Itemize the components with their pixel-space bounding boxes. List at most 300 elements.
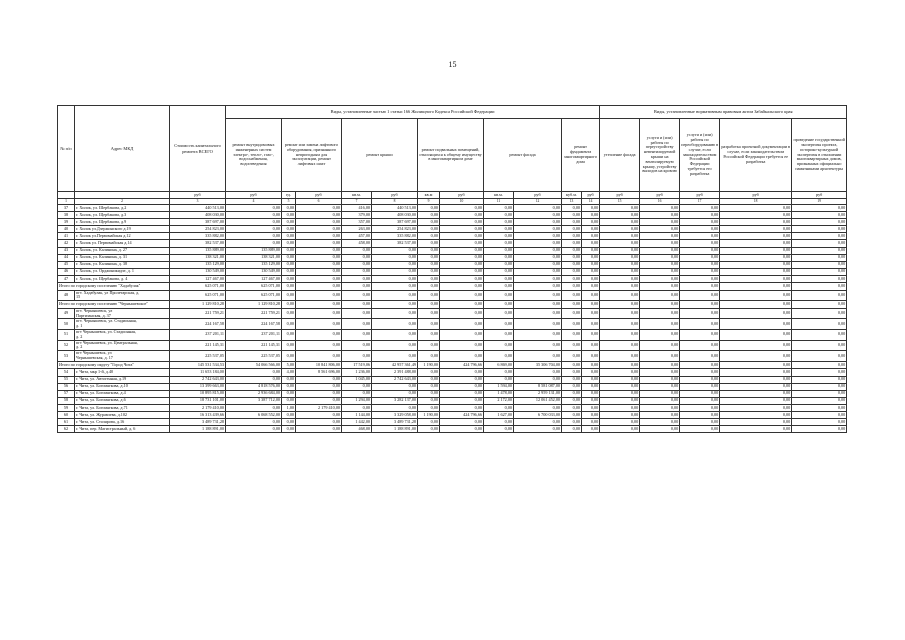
index-cell: 14: [582, 199, 600, 205]
value-cell: 1 190,00: [418, 412, 440, 419]
value-cell: 0,00: [680, 240, 720, 247]
value-cell: 0,00: [720, 376, 792, 383]
value-cell: 0,00: [282, 390, 296, 397]
value-cell: 0,00: [282, 419, 296, 426]
value-cell: 0,00: [296, 412, 342, 419]
value-cell: 0,00: [600, 261, 640, 268]
value-cell: 0,00: [680, 205, 720, 212]
value-cell: 0,00: [342, 404, 372, 411]
address-line: Партизанская, д. 37: [76, 312, 111, 318]
value-cell: 0,00: [282, 275, 296, 282]
value-cell: 0,00: [600, 351, 640, 362]
unit-cell: ед.: [282, 192, 296, 199]
address-line: д. 2: [76, 344, 83, 350]
value-cell: 2 179 410,00: [296, 404, 342, 411]
value-cell: 0,00: [296, 268, 342, 275]
value-cell: 440 513,00: [372, 205, 418, 212]
value-cell: 1 594,00: [484, 383, 514, 390]
table-row: [58, 290, 847, 301]
value-cell: 0,00: [600, 247, 640, 254]
value-cell: 0,00: [792, 261, 847, 268]
value-cell: 16 313 439,66: [170, 412, 226, 419]
value-cell: 0,00: [600, 319, 640, 330]
value-cell: 4,00: [282, 369, 296, 376]
value-cell: 0,00: [600, 361, 640, 369]
value-cell: 0,00: [484, 268, 514, 275]
value-cell: 0,00: [680, 351, 720, 362]
index-cell: 12: [514, 199, 562, 205]
index-cell: 19: [792, 199, 847, 205]
value-cell: 0,00: [514, 205, 562, 212]
address-line: д. 2: [76, 333, 83, 339]
value-cell: 0,00: [440, 330, 484, 341]
value-cell: 0,00: [600, 275, 640, 282]
value-cell: 0,00: [372, 268, 418, 275]
value-cell: 1 129 810,28: [170, 301, 226, 309]
value-cell: 135 129,00: [226, 261, 282, 268]
row-address: г. Хилок, ул. Щербакова, д. 4: [75, 275, 170, 282]
value-cell: 0,00: [600, 254, 640, 261]
value-cell: 0,00: [484, 319, 514, 330]
index-cell: 9: [418, 199, 440, 205]
value-cell: 0,00: [600, 268, 640, 275]
value-cell: 0,00: [484, 369, 514, 376]
value-cell: 0,00: [418, 351, 440, 362]
value-cell: 0,00: [600, 340, 640, 351]
value-cell: 0,00: [484, 376, 514, 383]
row-address: г. Чита, ул. Богомягкова, д.71: [75, 404, 170, 411]
value-cell: 0,00: [484, 308, 514, 319]
value-cell: 0,00: [562, 247, 582, 254]
value-cell: 0,00: [296, 319, 342, 330]
value-cell: 0,00: [562, 397, 582, 404]
header-engineering: ремонт внутридомовых инженерных систем электро-, тепло-, газо-, водоснабжения, водоотведения: [226, 119, 282, 192]
value-cell: 11 653 184,00: [170, 369, 226, 376]
table-row: [58, 261, 847, 268]
value-cell: 0,00: [484, 426, 514, 433]
value-cell: 0,00: [600, 240, 640, 247]
value-cell: 0,00: [600, 419, 640, 426]
value-cell: 138 321,00: [170, 254, 226, 261]
value-cell: 0,00: [792, 205, 847, 212]
value-cell: 224 167,58: [170, 319, 226, 330]
index-cell: 11: [484, 199, 514, 205]
value-cell: 1 627,00: [484, 412, 514, 419]
unit-cell: руб: [792, 192, 847, 199]
unit-cell: руб: [170, 192, 226, 199]
value-cell: 0,00: [640, 404, 680, 411]
value-cell: 0,00: [640, 233, 680, 240]
table-row: [58, 376, 847, 383]
value-cell: 0,00: [582, 383, 600, 390]
value-cell: 0,00: [418, 390, 440, 397]
value-cell: 254 823,00: [372, 226, 418, 233]
value-cell: 335 882,00: [170, 233, 226, 240]
value-cell: 387 697,00: [170, 219, 226, 226]
value-cell: 0,00: [514, 351, 562, 362]
subtotal-label: Итого по городскому поселению "Чернышевское": [58, 301, 170, 309]
value-cell: 0,00: [484, 404, 514, 411]
value-cell: 0,00: [296, 240, 342, 247]
value-cell: 0,00: [282, 376, 296, 383]
value-cell: 0,00: [562, 383, 582, 390]
header-elevator: ремонт или замена лифтового оборудования, признанного непригодным для эксплуатации, ремонт лифтовых шахт: [282, 119, 342, 192]
row-address: г. Чита, ул. Богомягкова, д.6: [75, 397, 170, 404]
value-cell: 0,00: [640, 426, 680, 433]
value-cell: 2 172,00: [484, 397, 514, 404]
value-cell: 0,00: [418, 205, 440, 212]
value-cell: 10 841 806,00: [296, 361, 342, 369]
value-cell: 0,00: [296, 247, 342, 254]
value-cell: 0,00: [600, 426, 640, 433]
value-cell: 0,00: [680, 254, 720, 261]
value-cell: 0,00: [562, 340, 582, 351]
value-cell: 0,00: [372, 254, 418, 261]
table-row: [58, 340, 847, 351]
value-cell: 0,00: [484, 340, 514, 351]
row-number: 51: [58, 330, 75, 341]
value-cell: 138 321,00: [226, 254, 282, 261]
row-number: 57: [58, 390, 75, 397]
value-cell: 0,00: [418, 369, 440, 376]
row-number: 46: [58, 268, 75, 275]
unit-cell: руб: [226, 192, 282, 199]
value-cell: 0,00: [342, 340, 372, 351]
value-cell: 0,00: [372, 275, 418, 282]
value-cell: 0,00: [720, 426, 792, 433]
value-cell: 0,00: [600, 212, 640, 219]
value-cell: 0,00: [372, 283, 418, 291]
value-cell: 0,00: [296, 261, 342, 268]
value-cell: 0,00: [600, 290, 640, 301]
index-cell: 5: [282, 199, 296, 205]
value-cell: 0,00: [640, 369, 680, 376]
value-cell: 0,00: [296, 301, 342, 309]
value-cell: 0,00: [418, 240, 440, 247]
value-cell: 0,00: [514, 308, 562, 319]
row-number: 50: [58, 319, 75, 330]
value-cell: 1 188 891,00: [170, 426, 226, 433]
value-cell: 0,00: [562, 351, 582, 362]
value-cell: 0,00: [562, 369, 582, 376]
table-row: [58, 275, 847, 282]
value-cell: 2 959 131,00: [514, 390, 562, 397]
value-cell: 0,00: [484, 233, 514, 240]
value-cell: 0,00: [680, 283, 720, 291]
value-cell: 0,00: [640, 275, 680, 282]
value-cell: 0,00: [296, 351, 342, 362]
value-cell: 0,00: [440, 254, 484, 261]
value-cell: 0,00: [792, 226, 847, 233]
row-number: 39: [58, 219, 75, 226]
unit-cell: руб: [680, 192, 720, 199]
value-cell: 0,00: [680, 412, 720, 419]
value-cell: 0,00: [440, 376, 484, 383]
value-cell: 0,00: [600, 205, 640, 212]
value-cell: 0,00: [582, 261, 600, 268]
value-cell: 0,00: [792, 212, 847, 219]
value-cell: 2 936 684,00: [226, 390, 282, 397]
value-cell: 0,00: [640, 390, 680, 397]
value-cell: 0,00: [680, 219, 720, 226]
value-cell: 0,00: [600, 412, 640, 419]
value-cell: 0,00: [720, 383, 792, 390]
row-address: г. Хилок ул.Дзержинского д.19: [75, 226, 170, 233]
value-cell: 0,00: [418, 340, 440, 351]
header-reequipment: услуги и (или) работы по переоборудованию в случае, если законодательством Российской Федерации требуется его разработка: [680, 119, 720, 192]
table-row: [58, 233, 847, 240]
value-cell: 221 145,31: [226, 340, 282, 351]
row-address: г. Хилок ул.Первомайская д.12: [75, 233, 170, 240]
value-cell: 0,00: [342, 301, 372, 309]
value-cell: 0,00: [514, 301, 562, 309]
row-address: г. Чита, ул. Богомягкова, д.10: [75, 383, 170, 390]
address-line: пгт Чернышевск, ул. Стадионная,: [76, 329, 136, 334]
value-cell: 0,00: [372, 319, 418, 330]
value-cell: 0,00: [582, 212, 600, 219]
row-address: г. Хилок, ул. Калинина, д. 31: [75, 254, 170, 261]
repair-plan-table: [57, 105, 847, 433]
value-cell: 0,00: [582, 219, 600, 226]
value-cell: 0,00: [372, 261, 418, 268]
value-cell: 0,00: [600, 369, 640, 376]
value-cell: 0,00: [514, 340, 562, 351]
index-cell: 16: [640, 199, 680, 205]
value-cell: 221 759,21: [226, 308, 282, 319]
value-cell: 0,00: [342, 247, 372, 254]
unit-cell: руб: [296, 192, 342, 199]
value-cell: 0,00: [680, 397, 720, 404]
value-cell: 0,00: [342, 283, 372, 291]
value-cell: 1 442,00: [342, 419, 372, 426]
value-cell: 0,00: [440, 419, 484, 426]
value-cell: 0,00: [582, 254, 600, 261]
row-number: 52: [58, 340, 75, 351]
address-line: пгт. Чернышевск, ул. Стадионная,: [76, 318, 137, 324]
value-cell: 0,00: [792, 412, 847, 419]
value-cell: 0,00: [582, 340, 600, 351]
value-cell: 0,00: [680, 308, 720, 319]
value-cell: 0,00: [792, 290, 847, 301]
value-cell: 0,00: [372, 383, 418, 390]
value-cell: 221 145,31: [170, 340, 226, 351]
value-cell: 0,00: [680, 275, 720, 282]
header-roof-conversion: услуги и (или) работы по переустройству невентилируемой крыши на вентилируемую крышу, устройству выходов на кровлю: [640, 119, 680, 192]
value-cell: 0,00: [440, 319, 484, 330]
value-cell: 0,00: [640, 319, 680, 330]
unit-cell: руб: [440, 192, 484, 199]
value-cell: 0,00: [640, 376, 680, 383]
value-cell: 0,00: [562, 261, 582, 268]
value-cell: 0,00: [600, 226, 640, 233]
value-cell: 0,00: [582, 351, 600, 362]
value-cell: 0,00: [720, 319, 792, 330]
value-cell: 3 329 058,00: [372, 412, 418, 419]
value-cell: 0,00: [582, 205, 600, 212]
value-cell: 0,00: [514, 240, 562, 247]
value-cell: 0,00: [582, 419, 600, 426]
address-line: д. 1: [76, 323, 83, 329]
value-cell: 0,00: [582, 319, 600, 330]
value-cell: 0,00: [282, 233, 296, 240]
value-cell: 0,00: [640, 254, 680, 261]
value-cell: 0,00: [562, 219, 582, 226]
value-cell: 2 179 410,00: [170, 404, 226, 411]
value-cell: 0,00: [418, 212, 440, 219]
value-cell: 0,00: [562, 426, 582, 433]
value-cell: 0,00: [514, 376, 562, 383]
header-facade: ремонт фасада: [484, 119, 562, 192]
value-cell: 0,00: [484, 254, 514, 261]
value-cell: 0,00: [418, 308, 440, 319]
row-address: г. Чита, ул. Богомягкова, д.4: [75, 390, 170, 397]
value-cell: 0,00: [282, 330, 296, 341]
value-cell: 0,00: [562, 319, 582, 330]
row-number: 41: [58, 233, 75, 240]
value-cell: 0,00: [640, 205, 680, 212]
value-cell: 0,00: [720, 351, 792, 362]
value-cell: 0,00: [282, 261, 296, 268]
table-row: [58, 412, 847, 419]
value-cell: 1 236,00: [342, 369, 372, 376]
value-cell: 0,00: [282, 226, 296, 233]
value-cell: 0,00: [582, 240, 600, 247]
value-cell: 0,00: [514, 212, 562, 219]
value-cell: 0,00: [296, 254, 342, 261]
value-cell: 0,00: [484, 301, 514, 309]
value-cell: 0,00: [282, 268, 296, 275]
value-cell: 0,00: [600, 383, 640, 390]
value-cell: 0,00: [342, 268, 372, 275]
value-cell: 0,00: [418, 261, 440, 268]
value-cell: 0,00: [514, 330, 562, 341]
value-cell: 0,00: [792, 275, 847, 282]
row-number: 43: [58, 247, 75, 254]
value-cell: 145 531 534,53: [170, 361, 226, 369]
value-cell: 0,00: [562, 412, 582, 419]
value-cell: 0,00: [582, 426, 600, 433]
value-cell: 127 467,00: [170, 275, 226, 282]
value-cell: 0,00: [418, 397, 440, 404]
unit-cell: кв.м.: [342, 192, 372, 199]
value-cell: 440 513,00: [170, 205, 226, 212]
value-cell: 0,00: [720, 308, 792, 319]
table-row: [58, 330, 847, 341]
value-cell: 2 742 643,00: [372, 376, 418, 383]
value-cell: 0,00: [282, 426, 296, 433]
value-cell: 0,00: [720, 240, 792, 247]
value-cell: 0,00: [640, 247, 680, 254]
value-cell: 0,00: [514, 283, 562, 291]
row-address: [75, 351, 170, 362]
value-cell: 0,00: [226, 376, 282, 383]
value-cell: 0,00: [514, 404, 562, 411]
value-cell: 357,00: [342, 219, 372, 226]
value-cell: 0,00: [680, 390, 720, 397]
value-cell: 0,00: [640, 340, 680, 351]
value-cell: 0,00: [372, 340, 418, 351]
subtotal-label: Итого по городскому округу "Город Чита": [58, 361, 170, 369]
value-cell: 0,00: [680, 361, 720, 369]
value-cell: 0,00: [720, 268, 792, 275]
value-cell: 0,00: [582, 275, 600, 282]
table-row: [58, 404, 847, 411]
value-cell: 0,00: [296, 226, 342, 233]
value-cell: 135 129,00: [170, 261, 226, 268]
row-address: г. Хилок, ул. Щербакова, д.3: [75, 212, 170, 219]
value-cell: 0,00: [562, 226, 582, 233]
index-cell: 7: [342, 199, 372, 205]
value-cell: 0,00: [720, 212, 792, 219]
value-cell: 408 030,00: [170, 212, 226, 219]
value-cell: 0,00: [484, 283, 514, 291]
value-cell: 0,00: [582, 330, 600, 341]
value-cell: 0,00: [600, 219, 640, 226]
table-row: [58, 419, 847, 426]
value-cell: 0,00: [720, 247, 792, 254]
value-cell: 0,00: [792, 404, 847, 411]
value-cell: 0,00: [562, 376, 582, 383]
value-cell: 221 759,21: [170, 308, 226, 319]
value-cell: 12 061 452,00: [514, 397, 562, 404]
value-cell: 3 489 731,28: [372, 419, 418, 426]
value-cell: 0,00: [792, 376, 847, 383]
subtotal-label: Итого по городскому поселению "Хадабулак": [58, 283, 170, 291]
value-cell: 4 818 576,00: [226, 383, 282, 390]
row-address: г. Хилок, ул. Шерблкова, д.2: [75, 205, 170, 212]
value-cell: 0,00: [296, 283, 342, 291]
value-cell: 0,00: [418, 247, 440, 254]
value-cell: 0,00: [484, 247, 514, 254]
value-cell: 0,00: [720, 330, 792, 341]
value-cell: 382 537,00: [170, 240, 226, 247]
value-cell: 0,00: [440, 268, 484, 275]
row-address: г. Хилок, ул. Калинина, д. 38: [75, 261, 170, 268]
value-cell: 0,00: [582, 290, 600, 301]
value-cell: 0,00: [296, 376, 342, 383]
value-cell: 0,00: [418, 233, 440, 240]
value-cell: 0,00: [600, 397, 640, 404]
value-cell: 0,00: [296, 419, 342, 426]
value-cell: 1,00: [282, 404, 296, 411]
value-cell: 0,00: [372, 290, 418, 301]
unit-cell: кв.м: [418, 192, 440, 199]
row-address: г. Чита, пер. Магистральный, д. 6: [75, 426, 170, 433]
row-number: 48: [58, 290, 75, 301]
value-cell: 0,00: [342, 254, 372, 261]
row-address: [75, 340, 170, 351]
value-cell: 6 700 033,00: [514, 412, 562, 419]
unit-cell: [75, 192, 170, 199]
value-cell: 0,00: [282, 340, 296, 351]
value-cell: 0,00: [514, 268, 562, 275]
value-cell: 0,00: [484, 290, 514, 301]
value-cell: 0,00: [296, 212, 342, 219]
value-cell: 0,00: [582, 376, 600, 383]
value-cell: 625 071,00: [170, 283, 226, 291]
value-cell: 0,00: [296, 383, 342, 390]
value-cell: 0,00: [418, 254, 440, 261]
value-cell: 335 882,00: [372, 233, 418, 240]
value-cell: 135 889,00: [170, 247, 226, 254]
value-cell: 0,00: [792, 351, 847, 362]
value-cell: 0,00: [440, 383, 484, 390]
value-cell: 0,00: [562, 330, 582, 341]
value-cell: 0,00: [640, 290, 680, 301]
table-row: [58, 219, 847, 226]
value-cell: 0,00: [418, 268, 440, 275]
value-cell: 0,00: [296, 219, 342, 226]
